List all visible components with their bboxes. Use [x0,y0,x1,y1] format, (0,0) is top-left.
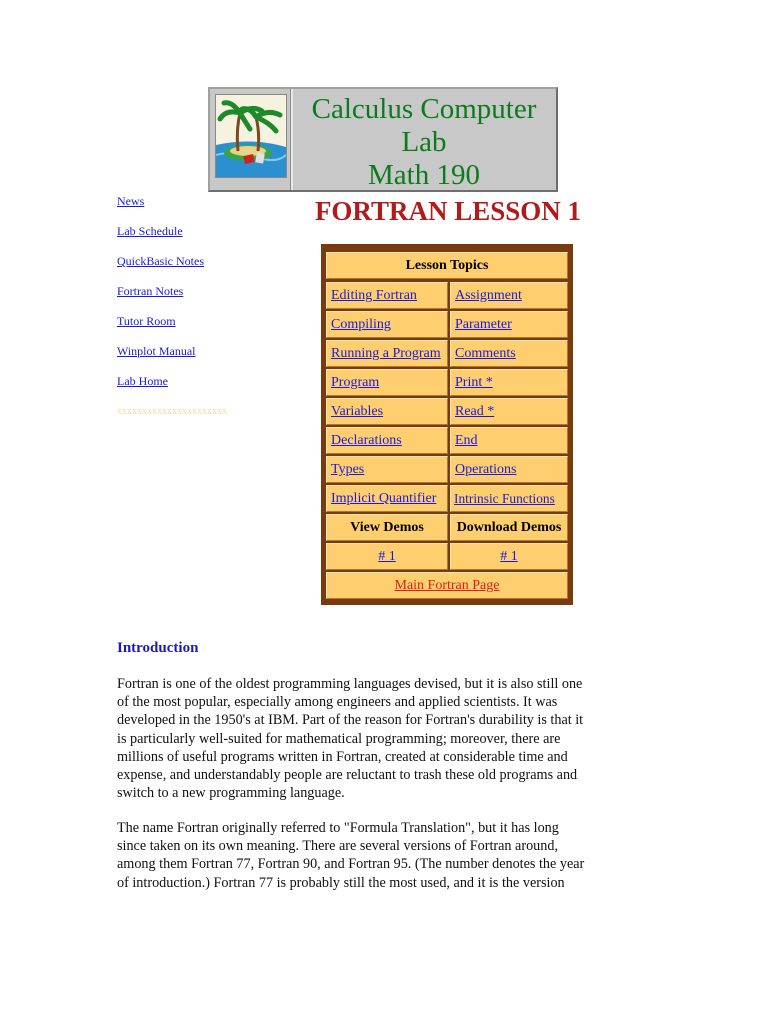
download-demo-1-link[interactable]: # 1 [500,549,518,564]
topic-cell [450,369,568,396]
topic-link-parameter[interactable]: Parameter [455,317,512,332]
paragraph-line: of introduction.) Fortran 77 is probably still the most used, and it is the version [117,874,565,891]
header-banner [208,87,558,192]
nav-link-winplot-manual[interactable]: Winplot Manual [117,344,196,358]
topic-cell [450,543,568,570]
nav-spacer-text: xxxxxxxxxxxxxxxxxxxxxx [117,406,227,417]
topic-cell [326,543,448,570]
topic-link-assignment[interactable]: Assignment [455,288,522,303]
topic-link-intrinsic-functions[interactable]: Intrinsic Functions [454,491,555,506]
paragraph-line: switch to a new programming language. [117,785,345,802]
site-title-line-1: Calculus Computer [311,93,537,125]
banner-divider [290,89,293,190]
download-demos-header: Download Demos [450,514,568,541]
topic-cell [450,282,568,309]
topic-link-variables[interactable]: Variables [331,404,384,419]
nav-link-quickbasic-notes[interactable]: QuickBasic Notes [117,254,204,268]
topic-link-read[interactable]: Read * [455,404,495,419]
page-title: FORTRAN LESSON 1 [314,196,582,226]
paragraph-line: developed in the 1950's at IBM. Part of the reason for Fortran's durability is that it [117,712,584,729]
nav-link-news[interactable]: News [117,194,145,208]
site-title [294,93,554,192]
paragraph-line: millions of useful programs written in Fortran, created at considerable time and [117,748,568,765]
topic-cell [326,282,448,309]
topic-link-types[interactable]: Types [331,462,365,477]
topic-link-running-a-program[interactable]: Running a Program [331,346,441,361]
main-fortran-page-link[interactable]: Main Fortran Page [394,578,500,593]
paragraph-line: is particularly well-suited for mathematical programming; moreover, there are [117,730,561,747]
topic-cell [450,456,568,483]
topic-cell [450,311,568,338]
topic-cell [326,340,448,367]
topic-cell [326,398,448,425]
topic-cell [326,572,568,599]
topic-link-end[interactable]: End [455,433,478,448]
nav-link-lab-schedule[interactable]: Lab Schedule [117,224,183,238]
paragraph-line: among them Fortran 77, Fortran 90, and Fortran 95. (The number denotes the year [117,856,585,873]
topic-cell [450,485,568,512]
topic-cell [450,340,568,367]
topic-cell [326,311,448,338]
lesson-topics-table [321,244,573,605]
topic-link-implicit-quantifier[interactable]: Implicit Quantifier [331,491,437,506]
nav-link-fortran-notes[interactable]: Fortran Notes [117,284,184,298]
topic-cell [326,369,448,396]
topic-link-editing-fortran[interactable]: Editing Fortran [331,288,417,303]
topic-cell [326,427,448,454]
topic-link-declarations[interactable]: Declarations [331,433,402,448]
paragraph-line: since taken on its own meaning. There are several versions of Fortran around, [117,838,558,855]
paragraph-line: expense, and understandably people are reluctant to trash these old programs and [117,767,578,784]
topic-link-program[interactable]: Program [331,375,380,390]
island-logo-icon [215,94,287,178]
lesson-topics-header: Lesson Topics [326,252,568,279]
topic-cell [450,427,568,454]
topic-link-print[interactable]: Print * [455,375,493,390]
topic-link-comments[interactable]: Comments [455,346,516,361]
nav-link-lab-home[interactable]: Lab Home [117,374,168,388]
view-demos-header: View Demos [326,514,448,541]
topic-cell [326,485,448,512]
view-demo-1-link[interactable]: # 1 [378,549,396,564]
topic-link-operations[interactable]: Operations [455,462,517,477]
site-title-line-2: Lab [401,126,447,158]
site-title-line-3: Math 190 [368,159,480,191]
paragraph [117,675,647,802]
section-heading: Introduction [117,640,199,656]
nav-link-tutor-room[interactable]: Tutor Room [117,314,176,328]
topic-link-compiling[interactable]: Compiling [331,317,391,332]
paragraph-line: The name Fortran originally referred to "Formula Translation", but it has long [117,820,559,836]
paragraph-line: Fortran is one of the oldest programming languages devised, but it is also still one [117,676,583,692]
topic-cell [450,398,568,425]
paragraph [117,819,647,892]
paragraph-line: of the most popular, especially among engineers and applied scientists. It was [117,694,558,711]
topic-cell [326,456,448,483]
